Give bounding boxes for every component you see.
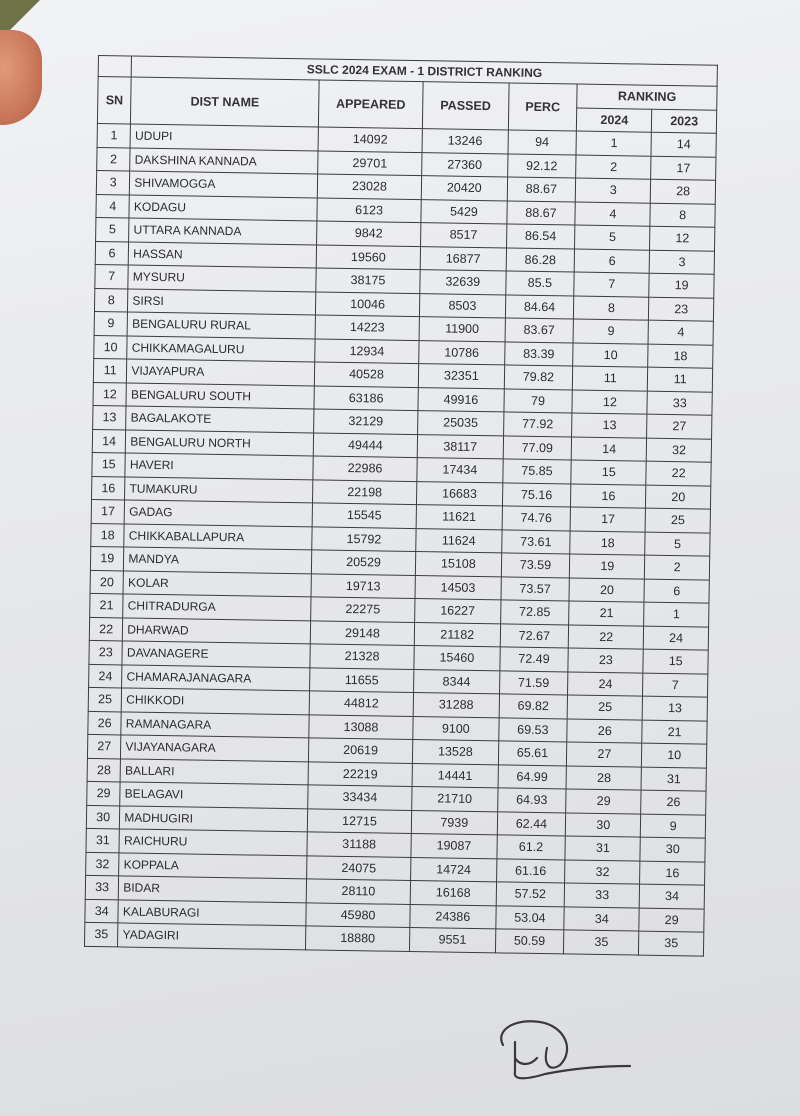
cell-perc: 75.16	[502, 482, 571, 507]
cell-rank-2023: 30	[640, 837, 705, 862]
cell-rank-2024: 11	[573, 366, 648, 391]
cell-rank-2023: 2	[645, 555, 710, 580]
cell-sn: 25	[88, 687, 122, 711]
cell-sn: 27	[87, 734, 121, 758]
cell-rank-2024: 3	[576, 178, 651, 203]
cell-rank-2024: 2	[576, 155, 651, 180]
cell-perc: 88.67	[507, 177, 576, 202]
cell-sn: 9	[94, 311, 128, 335]
cell-rank-2024: 5	[575, 225, 650, 250]
cell-perc: 75.85	[502, 459, 571, 484]
cell-sn: 34	[85, 899, 119, 923]
cell-appeared: 19560	[316, 244, 421, 269]
cell-rank-2023: 7	[643, 673, 708, 698]
table-title: SSLC 2024 EXAM - 1 DISTRICT RANKING	[132, 56, 718, 86]
cell-dist-name: KOPPALA	[119, 852, 307, 878]
cell-perc: 94	[508, 130, 577, 155]
cell-rank-2023: 6	[644, 579, 709, 604]
cell-rank-2024: 7	[574, 272, 649, 297]
cell-dist-name: RAMANAGARA	[121, 711, 309, 737]
cell-passed: 16168	[410, 881, 496, 906]
cell-rank-2023: 33	[647, 391, 712, 416]
cell-perc: 64.99	[498, 764, 567, 789]
cell-appeared: 11655	[309, 667, 414, 692]
cell-rank-2024: 12	[572, 389, 647, 414]
cell-perc: 85.5	[505, 271, 574, 296]
cell-sn: 35	[85, 922, 119, 946]
cell-appeared: 13088	[309, 714, 414, 739]
cell-passed: 17434	[417, 458, 503, 483]
cell-rank-2023: 22	[646, 461, 711, 486]
cell-sn: 15	[92, 452, 126, 476]
cell-appeared: 31188	[307, 832, 412, 857]
cell-sn: 31	[86, 828, 120, 852]
cell-dist-name: CHIKKODI	[122, 688, 310, 714]
cell-rank-2024: 1	[576, 131, 651, 156]
cell-appeared: 33434	[308, 785, 413, 810]
cell-rank-2024: 8	[574, 296, 649, 321]
cell-dist-name: UDUPI	[130, 124, 318, 150]
cell-rank-2023: 9	[641, 814, 706, 839]
cell-appeared: 14223	[315, 315, 420, 340]
cell-passed: 8517	[421, 223, 507, 248]
cell-sn: 19	[90, 546, 124, 570]
cell-appeared: 20619	[308, 738, 413, 763]
cell-appeared: 20529	[311, 550, 416, 575]
cell-sn: 3	[96, 170, 130, 194]
cell-sn: 11	[93, 358, 127, 382]
cell-appeared: 32129	[314, 409, 419, 434]
cell-sn: 22	[89, 617, 123, 641]
cell-perc: 69.82	[499, 694, 568, 719]
cell-perc: 92.12	[507, 153, 576, 178]
cell-dist-name: SIRSI	[128, 289, 316, 315]
cell-rank-2023: 35	[639, 931, 704, 956]
cell-dist-name: BENGALURU RURAL	[127, 312, 315, 338]
cell-sn: 30	[86, 805, 120, 829]
cell-rank-2023: 4	[648, 320, 713, 345]
cell-perc: 65.61	[498, 741, 567, 766]
cell-sn: 24	[89, 664, 123, 688]
cell-perc: 64.93	[497, 788, 566, 813]
cell-appeared: 49444	[313, 432, 418, 457]
cell-passed: 11900	[419, 317, 505, 342]
cell-passed: 21710	[412, 787, 498, 812]
cell-rank-2024: 35	[564, 930, 639, 955]
cell-rank-2023: 28	[651, 179, 716, 204]
cell-rank-2024: 28	[566, 765, 641, 790]
cell-dist-name: BENGALURU NORTH	[126, 429, 314, 455]
cell-rank-2024: 27	[567, 742, 642, 767]
cell-dist-name: BIDAR	[119, 876, 307, 902]
cell-sn: 2	[97, 147, 131, 171]
cell-rank-2023: 18	[648, 344, 713, 369]
cell-appeared: 18880	[305, 926, 410, 951]
cell-rank-2024: 4	[575, 202, 650, 227]
cell-rank-2023: 34	[640, 884, 705, 909]
cell-passed: 9100	[413, 716, 499, 741]
cell-passed: 10786	[419, 340, 505, 365]
cell-sn: 23	[89, 640, 123, 664]
cell-rank-2024: 20	[569, 577, 644, 602]
cell-dist-name: CHIKKAMAGALURU	[127, 335, 315, 361]
cell-appeared: 40528	[314, 362, 419, 387]
cell-rank-2023: 24	[644, 626, 709, 651]
cell-sn: 14	[92, 429, 126, 453]
cell-passed: 16227	[415, 599, 501, 624]
cell-rank-2023: 23	[649, 297, 714, 322]
cell-perc: 57.52	[496, 882, 565, 907]
cell-rank-2024: 25	[567, 695, 642, 720]
cell-rank-2023: 27	[647, 414, 712, 439]
cell-perc: 83.39	[504, 341, 573, 366]
cell-dist-name: MADHUGIRI	[120, 805, 308, 831]
cell-passed: 11624	[416, 528, 502, 553]
cell-appeared: 22275	[311, 597, 416, 622]
cell-dist-name: HASSAN	[129, 242, 317, 268]
cell-passed: 15460	[414, 646, 500, 671]
cell-dist-name: VIJAYAPURA	[127, 359, 315, 385]
cell-rank-2024: 32	[565, 859, 640, 884]
cell-passed: 31288	[413, 693, 499, 718]
cell-appeared: 10046	[315, 291, 420, 316]
cell-sn: 13	[93, 405, 127, 429]
cell-sn: 5	[96, 217, 130, 241]
cell-rank-2023: 14	[651, 132, 716, 157]
cell-rank-2024: 13	[572, 413, 647, 438]
cell-dist-name: KODAGU	[129, 195, 317, 221]
cell-rank-2023: 16	[640, 861, 705, 886]
cell-passed: 27360	[422, 152, 508, 177]
cell-sn: 20	[90, 570, 124, 594]
cell-rank-2023: 15	[643, 649, 708, 674]
cell-appeared: 22986	[313, 456, 418, 481]
cell-passed: 8344	[414, 669, 500, 694]
cell-passed: 32351	[418, 364, 504, 389]
cell-passed: 49916	[418, 387, 504, 412]
cell-dist-name: CHAMARAJANAGARA	[122, 664, 310, 690]
cell-sn: 12	[93, 382, 127, 406]
cell-appeared: 15792	[312, 526, 417, 551]
cell-dist-name: VIJAYANAGARA	[121, 735, 309, 761]
cell-dist-name: RAICHURU	[119, 829, 307, 855]
cell-sn: 1	[97, 123, 131, 147]
cell-rank-2024: 26	[567, 718, 642, 743]
header-sn: SN	[97, 77, 131, 125]
cell-sn: 17	[91, 499, 125, 523]
cell-perc: 77.92	[503, 412, 572, 437]
cell-rank-2024: 15	[571, 460, 646, 485]
cell-perc: 72.85	[500, 600, 569, 625]
cell-rank-2023: 32	[647, 438, 712, 463]
cell-rank-2024: 16	[571, 483, 646, 508]
cell-passed: 24386	[410, 904, 496, 929]
cell-rank-2023: 11	[648, 367, 713, 392]
cell-passed: 14503	[415, 575, 501, 600]
cell-sn: 10	[94, 335, 128, 359]
cell-passed: 14441	[412, 763, 498, 788]
district-ranking-sheet	[84, 55, 718, 956]
cell-rank-2024: 14	[572, 436, 647, 461]
cell-rank-2023: 19	[649, 273, 714, 298]
cell-dist-name: KOLAR	[123, 570, 311, 596]
cell-rank-2024: 10	[573, 343, 648, 368]
cell-dist-name: UTTARA KANNADA	[129, 218, 317, 244]
cell-dist-name: MYSURU	[128, 265, 316, 291]
cell-appeared: 21328	[310, 644, 415, 669]
cell-dist-name: TUMAKURU	[125, 476, 313, 502]
cell-perc: 86.28	[506, 247, 575, 272]
cell-rank-2024: 33	[564, 883, 639, 908]
cell-appeared: 24075	[306, 855, 411, 880]
cell-perc: 88.67	[506, 200, 575, 225]
cell-appeared: 12715	[307, 808, 412, 833]
cell-perc: 72.49	[499, 647, 568, 672]
header-perc: PERC	[508, 83, 577, 131]
table-body	[85, 123, 717, 955]
cell-perc: 69.53	[498, 717, 567, 742]
cell-sn: 26	[88, 711, 122, 735]
cell-sn: 6	[95, 241, 129, 265]
cell-sn: 21	[90, 593, 124, 617]
cell-appeared: 29148	[310, 620, 415, 645]
cell-rank-2023: 3	[649, 250, 714, 275]
cell-dist-name: MANDYA	[124, 547, 312, 573]
header-passed: PASSED	[422, 82, 508, 130]
cell-rank-2023: 25	[645, 508, 710, 533]
cell-passed: 8503	[420, 293, 506, 318]
cell-perc: 62.44	[497, 811, 566, 836]
cell-appeared: 19713	[311, 573, 416, 598]
cell-dist-name: CHIKKABALLAPURA	[124, 523, 312, 549]
cell-sn: 16	[92, 476, 126, 500]
cell-rank-2023: 1	[644, 602, 709, 627]
cell-perc: 86.54	[506, 224, 575, 249]
cell-appeared: 63186	[314, 385, 419, 410]
cell-appeared: 12934	[315, 338, 420, 363]
cell-rank-2024: 34	[564, 906, 639, 931]
cell-appeared: 29701	[318, 150, 423, 175]
cell-appeared: 28110	[306, 879, 411, 904]
cell-rank-2023: 17	[651, 156, 716, 181]
cell-sn: 33	[85, 875, 119, 899]
cell-dist-name: BELAGAVI	[120, 782, 308, 808]
cell-perc: 73.61	[501, 529, 570, 554]
cell-rank-2024: 9	[573, 319, 648, 344]
cell-rank-2024: 19	[570, 554, 645, 579]
cell-passed: 15108	[415, 552, 501, 577]
cell-rank-2023: 10	[642, 743, 707, 768]
cell-perc: 79.82	[504, 365, 573, 390]
cell-passed: 21182	[414, 622, 500, 647]
cell-perc: 72.67	[500, 623, 569, 648]
header-ranking: RANKING	[577, 84, 717, 110]
cell-appeared: 14092	[318, 127, 423, 152]
cell-rank-2024: 23	[568, 648, 643, 673]
cell-appeared: 22219	[308, 761, 413, 786]
cell-dist-name: DAKSHINA KANNADA	[130, 148, 318, 174]
cell-dist-name: YADAGIRI	[118, 923, 306, 949]
cell-rank-2023: 20	[646, 485, 711, 510]
cell-rank-2024: 24	[568, 671, 643, 696]
cell-passed: 11621	[416, 505, 502, 530]
cell-perc: 61.2	[496, 835, 565, 860]
cell-perc: 77.09	[503, 435, 572, 460]
cell-perc: 73.59	[501, 553, 570, 578]
cell-dist-name: GADAG	[124, 500, 312, 526]
cell-appeared: 9842	[316, 221, 421, 246]
cell-dist-name: DHARWAD	[123, 617, 311, 643]
cell-sn: 28	[87, 758, 121, 782]
cell-sn: 7	[95, 264, 129, 288]
cell-perc: 83.67	[505, 318, 574, 343]
cell-passed: 13246	[422, 129, 508, 154]
cell-passed: 19087	[411, 834, 497, 859]
cell-dist-name: DAVANAGERE	[122, 641, 310, 667]
district-ranking-table	[84, 55, 718, 956]
cell-passed: 7939	[411, 810, 497, 835]
header-dist-name: DIST NAME	[131, 77, 319, 127]
cell-rank-2023: 31	[641, 767, 706, 792]
cell-passed: 9551	[410, 928, 496, 953]
cell-dist-name: BALLARI	[120, 758, 308, 784]
header-rank-2023: 2023	[652, 109, 717, 134]
signature	[485, 1010, 635, 1085]
cell-rank-2023: 26	[641, 790, 706, 815]
cell-sn: 4	[96, 194, 130, 218]
cell-dist-name: BENGALURU SOUTH	[126, 382, 314, 408]
cell-rank-2023: 13	[642, 696, 707, 721]
cell-rank-2024: 31	[565, 836, 640, 861]
cell-dist-name: BAGALAKOTE	[126, 406, 314, 432]
cell-passed: 32639	[420, 270, 506, 295]
cell-rank-2023: 12	[650, 226, 715, 251]
cell-perc: 79	[503, 388, 572, 413]
cell-appeared: 23028	[317, 174, 422, 199]
cell-sn: 32	[86, 852, 120, 876]
cell-rank-2023: 5	[645, 532, 710, 557]
header-appeared: APPEARED	[318, 80, 423, 129]
cell-passed: 25035	[418, 411, 504, 436]
cell-rank-2024: 21	[569, 601, 644, 626]
cell-sn: 29	[87, 781, 121, 805]
cell-appeared: 6123	[317, 197, 422, 222]
cell-passed: 38117	[417, 434, 503, 459]
cell-perc: 74.76	[502, 506, 571, 531]
cell-appeared: 44812	[309, 691, 414, 716]
cell-rank-2023: 21	[642, 720, 707, 745]
cell-perc: 71.59	[499, 670, 568, 695]
cell-dist-name: HAVERI	[125, 453, 313, 479]
cell-perc: 53.04	[495, 905, 564, 930]
cell-passed: 5429	[421, 199, 507, 224]
cell-perc: 73.57	[501, 576, 570, 601]
cell-rank-2023: 29	[639, 908, 704, 933]
cell-rank-2024: 29	[566, 789, 641, 814]
cell-passed: 14724	[411, 857, 497, 882]
cell-appeared: 38175	[316, 268, 421, 293]
cell-passed: 20420	[421, 176, 507, 201]
header-rank-2024: 2024	[577, 108, 652, 133]
cell-perc: 84.64	[505, 294, 574, 319]
cell-rank-2023: 8	[650, 203, 715, 228]
cell-passed: 16877	[420, 246, 506, 271]
cell-dist-name: KALABURAGI	[118, 899, 306, 925]
cell-rank-2024: 30	[566, 812, 641, 837]
cell-dist-name: CHITRADURGA	[123, 594, 311, 620]
cell-rank-2024: 22	[569, 624, 644, 649]
cell-passed: 13528	[413, 740, 499, 765]
cell-rank-2024: 17	[570, 507, 645, 532]
cell-perc: 50.59	[495, 929, 564, 954]
cell-sn: 8	[94, 288, 128, 312]
cell-dist-name: SHIVAMOGGA	[130, 171, 318, 197]
cell-rank-2024: 18	[570, 530, 645, 555]
cell-perc: 61.16	[496, 858, 565, 883]
cell-appeared: 22198	[312, 479, 417, 504]
cell-rank-2024: 6	[574, 249, 649, 274]
cell-appeared: 45980	[306, 902, 411, 927]
cell-appeared: 15545	[312, 503, 417, 528]
cell-passed: 16683	[417, 481, 503, 506]
cell-sn: 18	[91, 523, 125, 547]
